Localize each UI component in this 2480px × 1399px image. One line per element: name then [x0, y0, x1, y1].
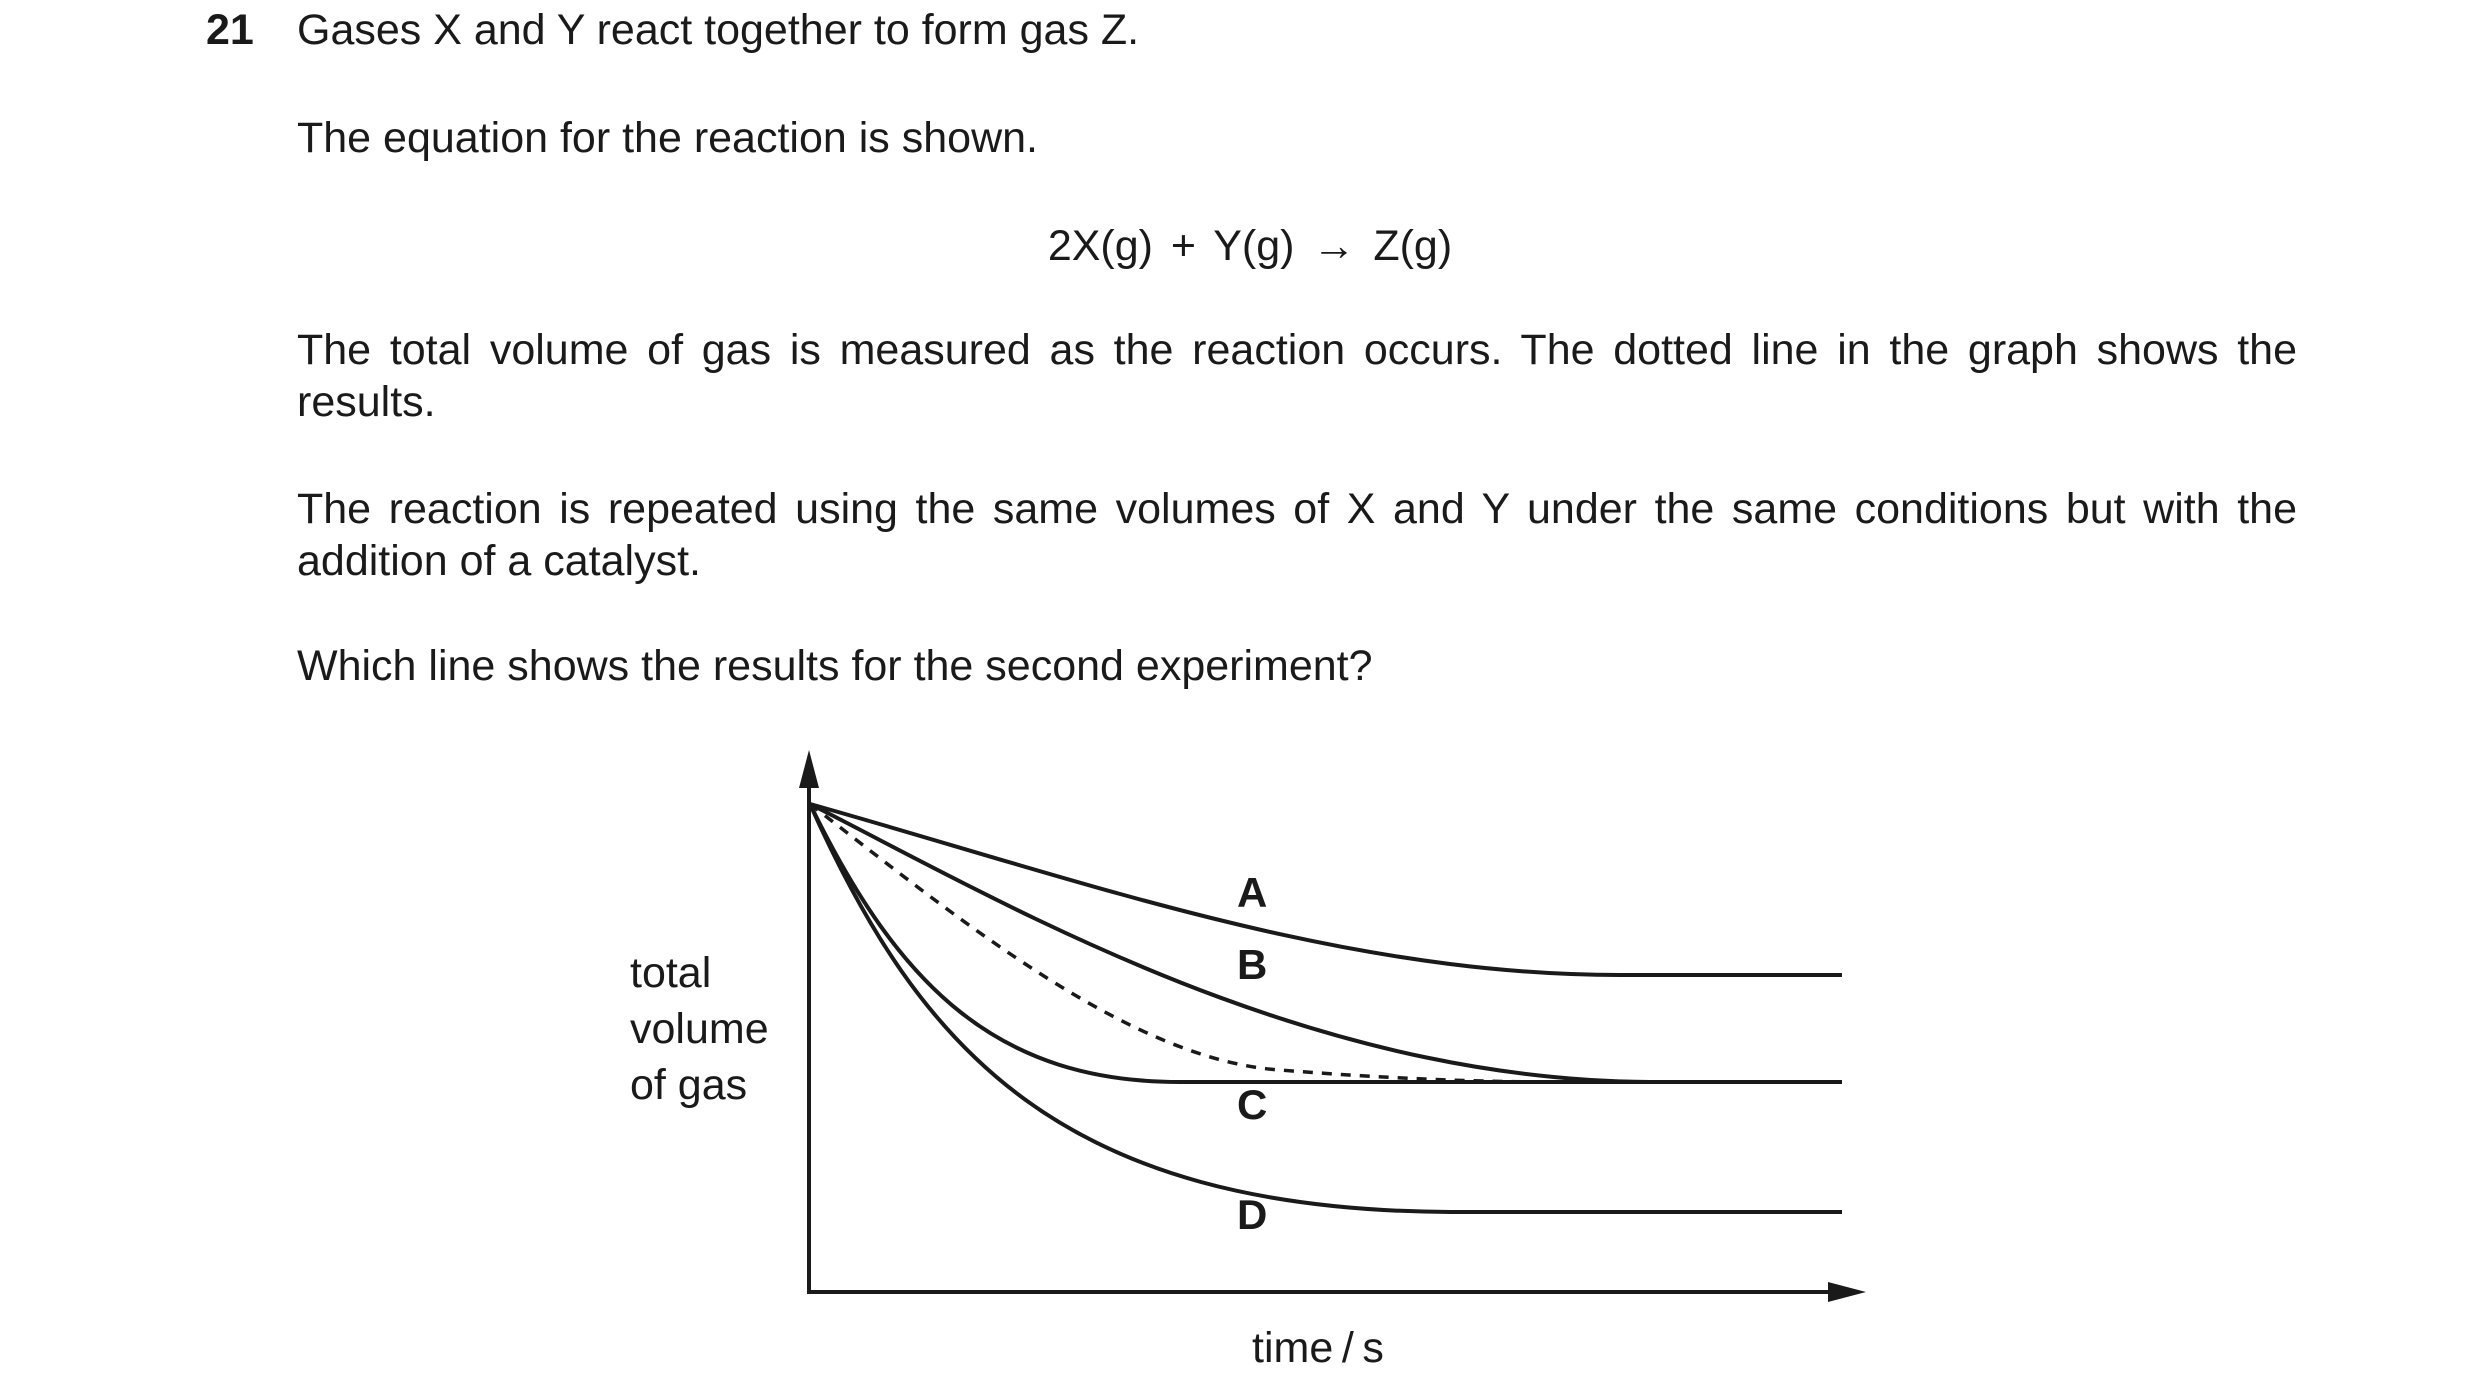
dotted-result-line [810, 804, 1842, 1082]
y-axis-label [630, 945, 769, 1113]
curve-d-line [810, 804, 1842, 1212]
curve-b-line [810, 804, 1842, 1082]
question-number: 21 [206, 6, 254, 54]
y-axis-arrowhead [799, 750, 819, 788]
y-axis-label-line-3: of gas [630, 1061, 748, 1109]
reaction-equation: 2X(g) + Y(g) → Z(g) [1047, 222, 1453, 270]
question-prompt: Which line shows the results for the second experiment? [297, 642, 1373, 690]
curve-label-c: C [1237, 1081, 1268, 1128]
y-axis-label-line-2: volume [630, 1005, 769, 1053]
curve-c-line [810, 804, 1842, 1082]
curve-label-b: B [1237, 941, 1268, 988]
curve-label-d: D [1237, 1191, 1268, 1238]
curve-a-line [810, 804, 1842, 975]
volume-measurement-text: The total volume of gas is measured as the reaction occurs. The dotted line in the graph shows the results. [297, 326, 2297, 426]
curve-label-a: A [1237, 869, 1268, 916]
x-axis-arrowhead [1828, 1282, 1866, 1302]
y-axis-label-line-1: total [630, 949, 712, 997]
question-intro: Gases X and Y react together to form gas Z. [297, 6, 1140, 54]
repeat-experiment-text: The reaction is repeated using the same volumes of X and Y under the same conditions but with the addition of a catalyst. [297, 485, 2297, 585]
x-axis-label: time / s [1252, 1324, 1384, 1372]
equation-label: The equation for the reaction is shown. [297, 114, 1038, 162]
